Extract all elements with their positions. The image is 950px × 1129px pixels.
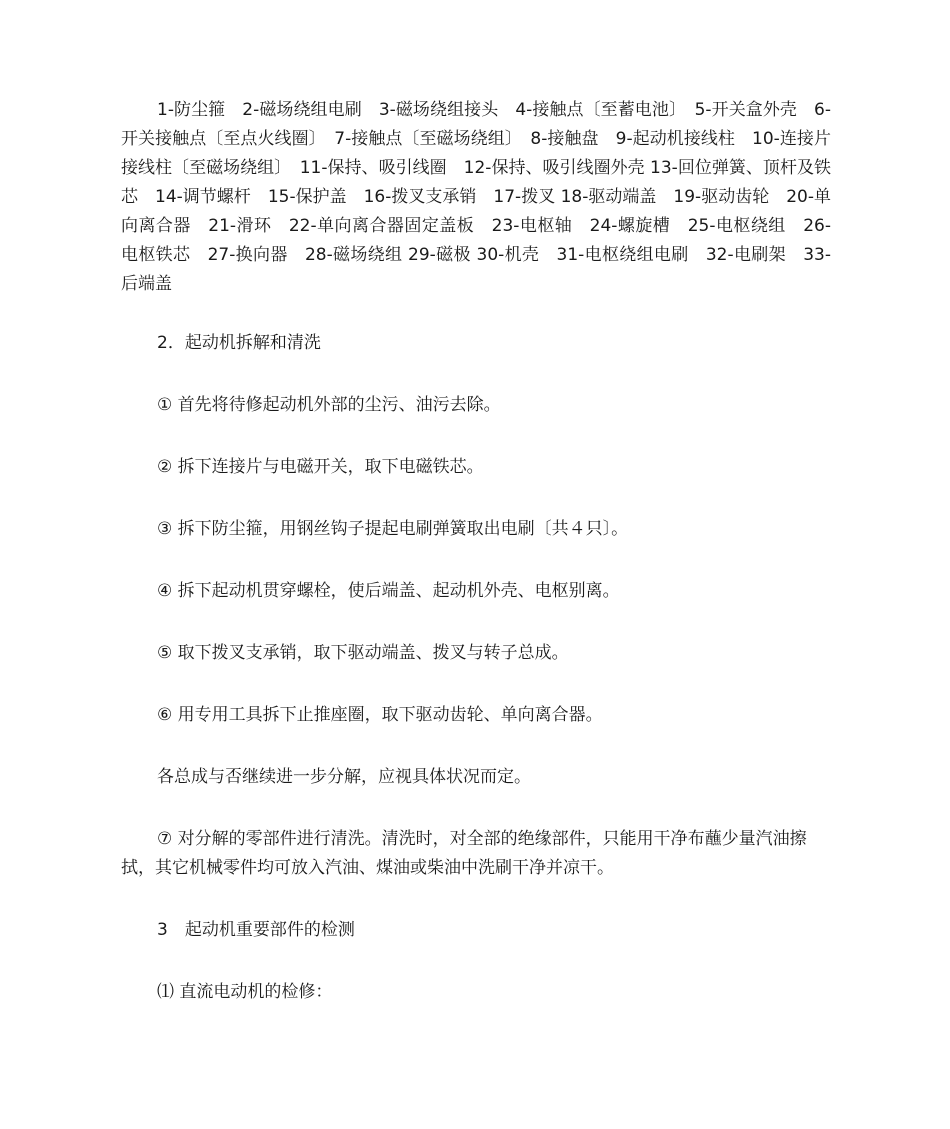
step-item: ⑦ 对分解的零部件进行清洗。清洗时，对全部的绝缘部件，只能用干净布蘸少量汽油擦拭，其它机械零件均可放入汽油、煤油或柴油中洗刷干净并凉干。 (121, 829, 807, 878)
step-item: ⑤ 取下拨叉支承销，取下驱动端盖、拨叉与转子总成。 (157, 643, 569, 663)
section-heading: 3 起动机重要部件的检测 (157, 920, 355, 940)
figure-legend: 1-防尘箍 2-磁场绕组电刷 3-磁场绕组接头 4-接触点〔至蓄电池〕 5-开关盒外壳 6-开关接触点〔至点火线圈〕 7-接触点〔至磁场绕组〕 8-接触盘 9-起动机接线柱 10-连接片接线柱〔至磁场绕组〕 11-保持、吸引线圈 12-保持、吸引线圈外壳 13-回位弹簧、顶杆及铁芯 14-调节螺杆 15-保护盖 16-拨叉支承销 17-拨叉 18-驱动端盖 19-驱动齿轮 20-单向离合器 21-滑环 22-单向离合器固定盖板 23-电枢轴 24-螺旋槽 25-电枢绕组 26-电枢铁芯 27-换向器 28-磁场绕组 29-磁极 30-机壳 31-电枢绕组电刷 32-电刷架 33-后端盖 (121, 100, 831, 294)
step-item: ② 拆下连接片与电磁开关，取下电磁铁芯。 (157, 457, 484, 477)
section-heading: 2．起动机拆解和清洗 (157, 333, 321, 353)
note-paragraph: 各总成与否继续进一步分解，应视具体状况而定。 (157, 767, 531, 787)
step-item: ⑥ 用专用工具拆下止推座圈，取下驱动齿轮、单向离合器。 (157, 705, 603, 725)
step-item: ① 首先将待修起动机外部的尘污、油污去除。 (157, 395, 501, 415)
subsection-heading: ⑴ 直流电动机的检修： (157, 982, 333, 1002)
step-item: ③ 拆下防尘箍，用钢丝钩子提起电刷弹簧取出电刷〔共４只〕。 (157, 519, 629, 539)
step-item: ④ 拆下起动机贯穿螺栓，使后端盖、起动机外壳、电枢别离。 (157, 581, 620, 601)
